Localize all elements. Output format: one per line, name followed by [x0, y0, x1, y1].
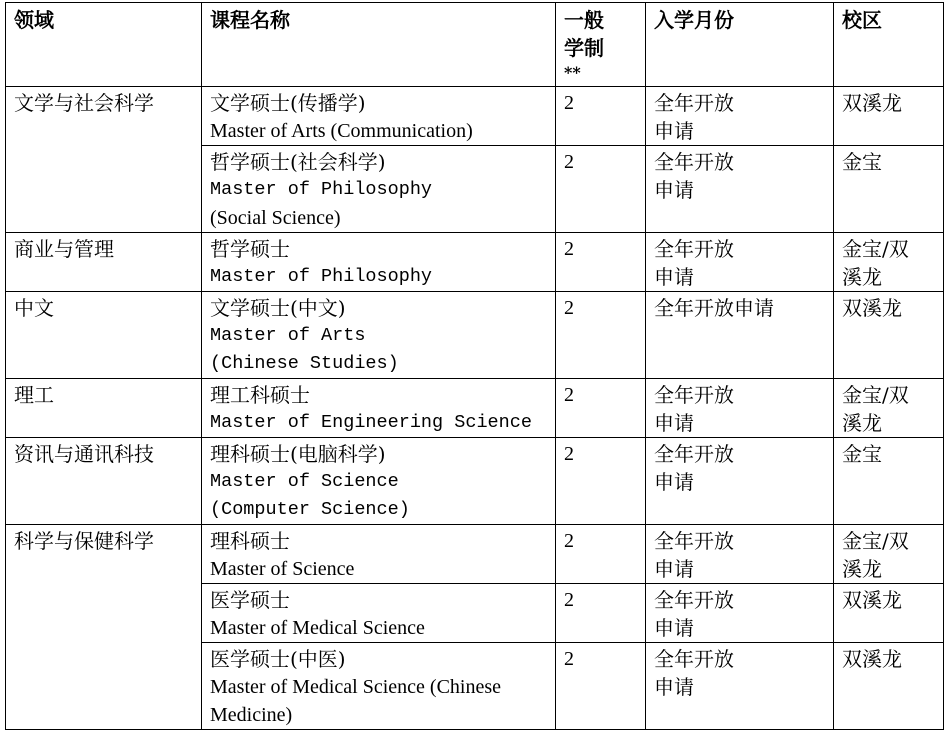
field-cell: 商业与管理 — [6, 233, 202, 292]
campus-line: 溪龙 — [842, 265, 882, 289]
campus-cell — [834, 146, 944, 233]
intake-line: 全年开放 — [654, 647, 734, 671]
intake-cell — [646, 292, 834, 379]
campus-line: 双溪龙 — [842, 91, 902, 115]
course-en: Master of Medical Science — [210, 617, 425, 639]
campus-line: 双溪龙 — [842, 647, 902, 671]
intake-line: 全年开放 — [654, 383, 734, 407]
course-en: (Computer Science) — [210, 499, 410, 520]
header-field: 领域 — [6, 3, 202, 87]
course-en: Master of Philosophy — [210, 179, 433, 200]
course-cell — [202, 525, 556, 584]
intake-line: 申请 — [654, 616, 694, 640]
course-cn: 哲学硕士 — [210, 237, 290, 261]
table-row — [6, 379, 944, 438]
course-en: Master of Science — [210, 471, 399, 492]
header-course: 课程名称 — [202, 3, 556, 87]
campus-line: 金宝/双 — [842, 237, 909, 261]
intake-line: 全年开放 — [654, 588, 734, 612]
campus-line: 金宝 — [842, 442, 882, 466]
table-row — [6, 87, 944, 146]
intake-cell — [646, 525, 834, 584]
intake-line: 申请 — [654, 411, 694, 435]
course-en: (Social Science) — [210, 207, 341, 229]
course-en: Master of Science — [210, 558, 355, 580]
campus-cell — [834, 525, 944, 584]
field-cell: 文学与社会科学 — [6, 87, 202, 233]
course-en: Master of Arts — [210, 325, 366, 346]
course-cell — [202, 292, 556, 379]
years-cell: 2 — [556, 525, 646, 584]
years-cell: 2 — [556, 584, 646, 643]
years-cell: 2 — [556, 87, 646, 146]
years-cell: 2 — [556, 643, 646, 730]
campus-cell — [834, 379, 944, 438]
intake-cell — [646, 87, 834, 146]
header-duration-line1: 一般 — [564, 8, 604, 32]
intake-cell — [646, 584, 834, 643]
course-cell — [202, 146, 556, 233]
intake-cell — [646, 438, 834, 525]
course-cn: 文学硕士(中文) — [210, 296, 346, 320]
header-intake: 入学月份 — [646, 3, 834, 87]
campus-cell — [834, 87, 944, 146]
intake-line: 申请 — [654, 178, 694, 202]
field-cell: 科学与保健科学 — [6, 525, 202, 730]
campus-line: 双溪龙 — [842, 588, 902, 612]
header-campus: 校区 — [834, 3, 944, 87]
course-en: Master of Medical Science (Chinese — [210, 676, 502, 698]
intake-line: 全年开放申请 — [654, 296, 774, 320]
campus-cell — [834, 643, 944, 730]
programme-table — [5, 2, 944, 730]
years-cell: 2 — [556, 146, 646, 233]
intake-cell — [646, 643, 834, 730]
campus-cell — [834, 292, 944, 379]
intake-line: 申请 — [654, 119, 694, 143]
course-en: Master of Arts (Communication) — [210, 120, 473, 142]
years-cell: 2 — [556, 292, 646, 379]
intake-line: 全年开放 — [654, 150, 734, 174]
intake-cell — [646, 233, 834, 292]
campus-cell — [834, 233, 944, 292]
field-cell: 资讯与通讯科技 — [6, 438, 202, 525]
intake-line: 全年开放 — [654, 91, 734, 115]
intake-line: 申请 — [654, 470, 694, 494]
campus-cell — [834, 584, 944, 643]
campus-line: 双溪龙 — [842, 296, 902, 320]
table-row — [6, 438, 944, 525]
campus-cell — [834, 438, 944, 525]
intake-line: 全年开放 — [654, 442, 734, 466]
course-cn: 医学硕士 — [210, 588, 290, 612]
intake-line: 申请 — [654, 265, 694, 289]
intake-line: 申请 — [654, 557, 694, 581]
campus-line: 金宝 — [842, 150, 882, 174]
years-cell: 2 — [556, 438, 646, 525]
header-duration-line2: 学制 — [564, 36, 604, 60]
header-duration-note: ** — [564, 63, 581, 82]
course-cn: 文学硕士(传播学) — [210, 91, 366, 115]
table-row — [6, 233, 944, 292]
intake-cell — [646, 146, 834, 233]
course-cn: 理科硕士 — [210, 529, 290, 553]
years-cell: 2 — [556, 379, 646, 438]
field-cell: 理工 — [6, 379, 202, 438]
course-cell — [202, 643, 556, 730]
campus-line: 金宝/双 — [842, 529, 909, 553]
course-cell — [202, 584, 556, 643]
field-cell: 中文 — [6, 292, 202, 379]
intake-line: 全年开放 — [654, 529, 734, 553]
course-en: Medicine) — [210, 704, 293, 726]
years-cell: 2 — [556, 233, 646, 292]
course-cell — [202, 87, 556, 146]
course-cn: 理工科硕士 — [210, 383, 310, 407]
table-row — [6, 525, 944, 584]
campus-line: 溪龙 — [842, 411, 882, 435]
header-duration — [556, 3, 646, 87]
course-cell — [202, 233, 556, 292]
campus-line: 溪龙 — [842, 557, 882, 581]
course-cell — [202, 379, 556, 438]
course-en: Master of Engineering Science — [210, 412, 532, 433]
intake-line: 全年开放 — [654, 237, 734, 261]
campus-line: 金宝/双 — [842, 383, 909, 407]
course-cell — [202, 438, 556, 525]
course-cn: 理科硕士(电脑科学) — [210, 442, 386, 466]
course-cn: 哲学硕士(社会科学) — [210, 150, 386, 174]
header-row — [6, 3, 944, 87]
table-row — [6, 292, 944, 379]
intake-cell — [646, 379, 834, 438]
intake-line: 申请 — [654, 675, 694, 699]
course-en: Master of Philosophy — [210, 266, 433, 287]
course-cn: 医学硕士(中医) — [210, 647, 346, 671]
course-en: (Chinese Studies) — [210, 353, 399, 374]
